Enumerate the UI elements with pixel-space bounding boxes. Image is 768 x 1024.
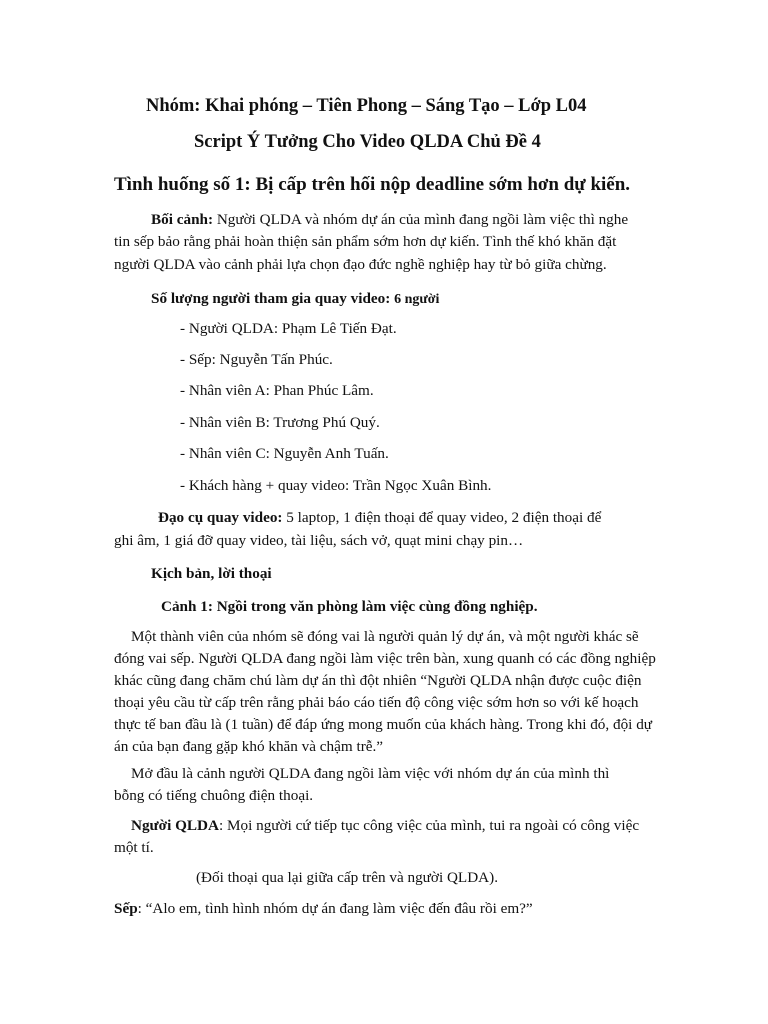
context-line-3: người QLDA vào cảnh phải lựa chọn đạo đức nghề nghiệp hay từ bỏ giữa chừng.: [114, 256, 607, 273]
boss-speaker: Sếp: [114, 900, 138, 917]
participant-item: - Khách hàng + quay video: Trần Ngọc Xuân Bình.: [180, 477, 492, 494]
qlda-text-1: : Mọi người cứ tiếp tục công việc của mình, tui ra ngoài có công việc: [218, 817, 640, 834]
participant-item: - Nhân viên A: Phan Phúc Lâm.: [180, 382, 374, 399]
participant-item: - Nhân viên B: Trương Phú Quý.: [180, 414, 380, 431]
context-text-1: Người QLDA và nhóm dự án của mình đang ngồi làm việc thì nghe: [213, 211, 629, 228]
scene-1-para-line: thoại yêu cầu từ cấp trên rằng phải báo cáo tiến độ công việc sớm hơn so với kế hoạch: [114, 694, 639, 711]
scene-1-para-line: án của bạn đang gặp khó khăn và chậm trễ.”: [114, 738, 384, 755]
boss-dialogue-line: [114, 901, 533, 916]
scene-1-para-line: thực tế ban đầu là (1 tuần) để đáp ứng mong muốn của khách hàng. Trong khi đó, đội dự: [114, 716, 653, 733]
document-subtitle: Script Ý Tưởng Cho Video QLDA Chủ Đề 4: [194, 132, 541, 152]
context-line-1: [151, 212, 628, 227]
participants-count: 6 người: [394, 292, 440, 307]
context-line-2: tin sếp bảo rằng phải hoàn thiện sản phẩm sớm hơn dự kiến. Tình thế khó khăn đặt: [114, 233, 617, 250]
scene-1-para-line: khác cũng đang chăm chú làm dự án thì đột nhiên “Người QLDA nhận được cuộc điện: [114, 672, 642, 689]
scene-1-para-line: đóng vai sếp. Người QLDA đang ngồi làm việc trên bàn, xung quanh có các đồng nghiệp: [114, 650, 656, 667]
participant-item: - Nhân viên C: Nguyễn Anh Tuấn.: [180, 445, 389, 462]
participants-label: Số lượng người tham gia quay video:: [151, 290, 395, 307]
scene-1-intro-line: bỗng có tiếng chuông điện thoại.: [114, 787, 314, 804]
document-title: Nhóm: Khai phóng – Tiên Phong – Sáng Tạo – Lớp L04: [146, 96, 587, 116]
scene-1-para-line: Một thành viên của nhóm sẽ đóng vai là người quản lý dự án, và một người khác sẽ: [131, 628, 639, 645]
qlda-dialogue-line-1: [131, 818, 639, 833]
boss-text: : “Alo em, tình hình nhóm dự án đang làm việc đến đâu rồi em?”: [137, 900, 533, 917]
qlda-speaker: Người QLDA: [131, 817, 219, 834]
situation-heading: Tình huống số 1: Bị cấp trên hối nộp deadline sớm hơn dự kiến.: [114, 174, 631, 195]
qlda-dialogue-line-2: một tí.: [114, 839, 154, 856]
props-label: Đạo cụ quay video:: [158, 509, 283, 526]
participants-heading: [151, 291, 439, 307]
props-line-2: ghi âm, 1 giá đỡ quay video, tài liệu, sách vở, quạt mini chạy pin…: [114, 532, 524, 549]
participant-item: - Sếp: Nguyễn Tấn Phúc.: [180, 351, 333, 368]
script-heading: Kịch bản, lời thoại: [151, 565, 272, 582]
participant-item: - Người QLDA: Phạm Lê Tiến Đạt.: [180, 320, 397, 337]
scene-1-heading: Cảnh 1: Ngồi trong văn phòng làm việc cùng đồng nghiệp.: [161, 598, 538, 615]
props-line-1: [158, 510, 601, 525]
props-text-1: 5 laptop, 1 điện thoại để quay video, 2 điện thoại để: [282, 509, 602, 526]
context-label: Bối cảnh:: [151, 211, 214, 228]
stage-note: (Đối thoại qua lại giữa cấp trên và người QLDA).: [196, 869, 498, 886]
scene-1-intro-line: Mở đầu là cảnh người QLDA đang ngồi làm việc với nhóm dự án của mình thì: [131, 765, 610, 782]
